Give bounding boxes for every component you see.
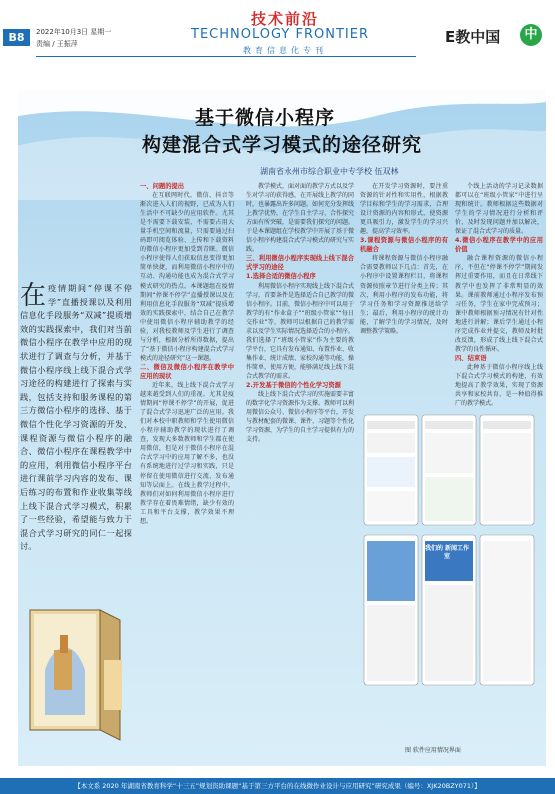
article-column-3 [360,182,448,392]
page-number: B8 [3,29,30,46]
paragraph: 利用微信小程序实现线上线下混合式学习，首要条件是选择适合自己教学的微信小程序。目前，微信小程序中可以用于教学的有“作业盒子”“班级小管家”“每日交作业”等，教师可以根据自己的教学需求以及学生实际情况选择适合的小程序。我们选择了“班级小管家”作为主要的教学平台，它具有发布通知、布置作业、收集作业、统计成绩、家校沟通等功能，操作简单，使用方便，能够满足线上线下混合式教学的需求。 [246,282,354,380]
column-title-en: TECHNOLOGY FRONTIER [191,27,369,42]
article-title-line1: 基于微信小程序 [195,107,336,129]
section-heading: 四、结束语 [455,354,487,362]
section-heading: 3.课程资源与微信小程序的有机融合 [360,237,448,254]
editor-line: 责编 / 王振萍 [36,40,78,48]
figure-caption: 图 软件应用情况界面 [405,747,461,754]
column-title: 技术前沿 [250,10,319,28]
page-header [0,0,555,66]
brand-logo-icon: 中 [520,24,542,46]
section-heading: 三、利用微信小程序实现线上线下混合式学习的途径 [246,255,354,272]
paragraph: 近年来，线上线下混合式学习越来越受到人们的重视。尤其是疫情期间“停课不停学”的开展，促进了混合式学习迅速广泛的应用。我们对本校中职教师和学生使用微信小程序辅助教学的现状进行了调查，发现大多数教师和学生都在使用微信，但是对于微信小程序在混合式学习中的应用了解不多，也没有系统地进行过学习和实践，只是停留在使用微信进行交流、发布通知等层面上。在线上教学过程中，教师们对如何利用微信小程序进行教学存在着畏难情绪，缺少有效的工具和平台支撑，教学效果不理想。 [140,382,234,525]
book-illustration [20,590,132,750]
paragraph: 线上线下混合式学习的实施需要丰富的数字化学习资源作为支撑。教师可以利用微信公众号、微信小程序等平台，开发与教材配套的微课、课件、习题等个性化学习资源，为学生的自主学习提供有力的支持。 [246,391,354,444]
section-heading: 4.微信小程序在教学中的应用价值 [455,237,543,254]
paragraph: 在互联网时代，微信、抖音等渐次进入人们的视野，已成为人们生活中不可缺少的应用软件。尤其是不需要下载安装、不需要占用大量手机空间和流量，只需要通过扫码即可阅览体验、上传和下载资料的微信小程序更加受到青睐。微信小程序使得人们获取信息变得更加简单快捷，而利用微信小程序中的互动、沟通功能也成为混合式学习模式研究的热点。本课题组在疫情期间“停课不停学”直播授课以及在利用信息化手段服务“双减”提质增效的实践探索中，结合自己在教学中使用微信小程序辅助教学的经验，对我校教师及学生进行了调查与分析，根据分析所得数据，提出了“基于微信小程序构建混合式学习模式的途径研究”这一课题。 [140,192,234,362]
section-heading: 二、微信及微信小程序在教学中应用的现状 [140,363,234,380]
paragraph: 此种基于微信小程序线上线下混合式学习模式的构建，有效地提高了教学效果，实现了资源共享和家校共育，是一种值得推广的教学模式。 [455,363,543,408]
section-heading: 2.开发基于微信的个性化学习资源 [246,382,341,390]
article-column-2 [246,182,354,772]
article-author: 湖南省永州市综合职业中专学校 伍双林 [260,167,399,176]
abstract-text: 疫情期间“停课不停学”直播授课以及利用信息化手段服务“双减”提质增效的实践探索中，我们对当前微信小程序在教学中应用的现状进行了调查与分析，并基于微信小程序线上线下混合式学习途径的构建进行了探索与实践，包括支持和服务课程的第三方微信小程序的选择、基于微信个性化学习资源的开发、课程资源与微信小程序的融合、微信小程序在课程教学中的应用，利用微信小程序平台进行课前学习内容的发布、课后练习的布置和作业收集等线上线下混合式学习模式，积累了一些经验，希望能与致力于混合式学习研究的同仁一起探讨。 [20,283,132,552]
paragraph: 融合课程资源的微信小程序，不但在“停课不停学”期间发挥过重要作用，而且在日常线下教学中也发挥了非常明显的效果。课前教师通过小程序发布预习任务，学生在家中完成预习；课中教师根据预习情况有针对性地进行讲解；课后学生通过小程序完成作业并提交，教师及时批改反馈，形成了线上线下混合式教学的良性循环。 [455,255,543,353]
header-divider [36,56,416,57]
article-column-1 [140,182,234,772]
paragraph: 个线上活动的学习记录数据都可以在“班级小管家”中进行呈现和统计。教师根据这些数据对学生的学习情况进行分析和评价，及时发现问题并加以解决，保证了混合式学习的质量。 [455,183,543,236]
issue-date: 2022年10月3日 星期一 [36,28,112,36]
article-abstract [20,282,132,554]
paragraph: 教学模式，面对面的教学方式以及学生对学习的获得感，在开展线上教学的同时，也暴露出许多问题。如何充分发挥线上教学优势，在学生自主学习、合作探究方面有所突破，是需要我们探究的问题。于是本课题组在学校教学中开展了基于微信小程序构建混合式学习模式的研究与实践。 [246,183,354,254]
article-title-line2: 构建混合式学习模式的途径研究 [142,134,423,156]
section-heading: 1.选择合适的微信小程序 [246,273,316,281]
paragraph: 在开发学习资源时，要注重资源的针对性和实用性，根据教学目标和学生的学习需求，合理设计资源的内容和形式，使资源更具吸引力，激发学生的学习兴趣，提高学习效率。 [360,183,448,236]
paragraph: 将课程资源与微信小程序融合需要教师以下几点：首先，在小程序中设置课程栏目，将课程资源按照章节进行分类上传；其次，利用小程序的发布功能，将学习任务和学习资源推送给学生；最后，利用小程序的统计功能，了解学生的学习情况，及时调整教学策略。 [360,255,448,335]
brand-name: E教中国 [445,28,501,46]
footer-note: 【本文系 2020 年湖南省教育科学“十三五”规划资助课题“基于第三方平台的在线微作业设计与应用研究”研究成果（编号：XJK20BZY071）】 [0,778,555,794]
drop-cap: 在 [20,281,47,311]
column-subtitle: 教育信息化专刊 [243,46,327,55]
section-heading: 一、问题的提出 [140,183,185,190]
phone-banner-text: 我们的 新闻工作室 [424,545,470,560]
